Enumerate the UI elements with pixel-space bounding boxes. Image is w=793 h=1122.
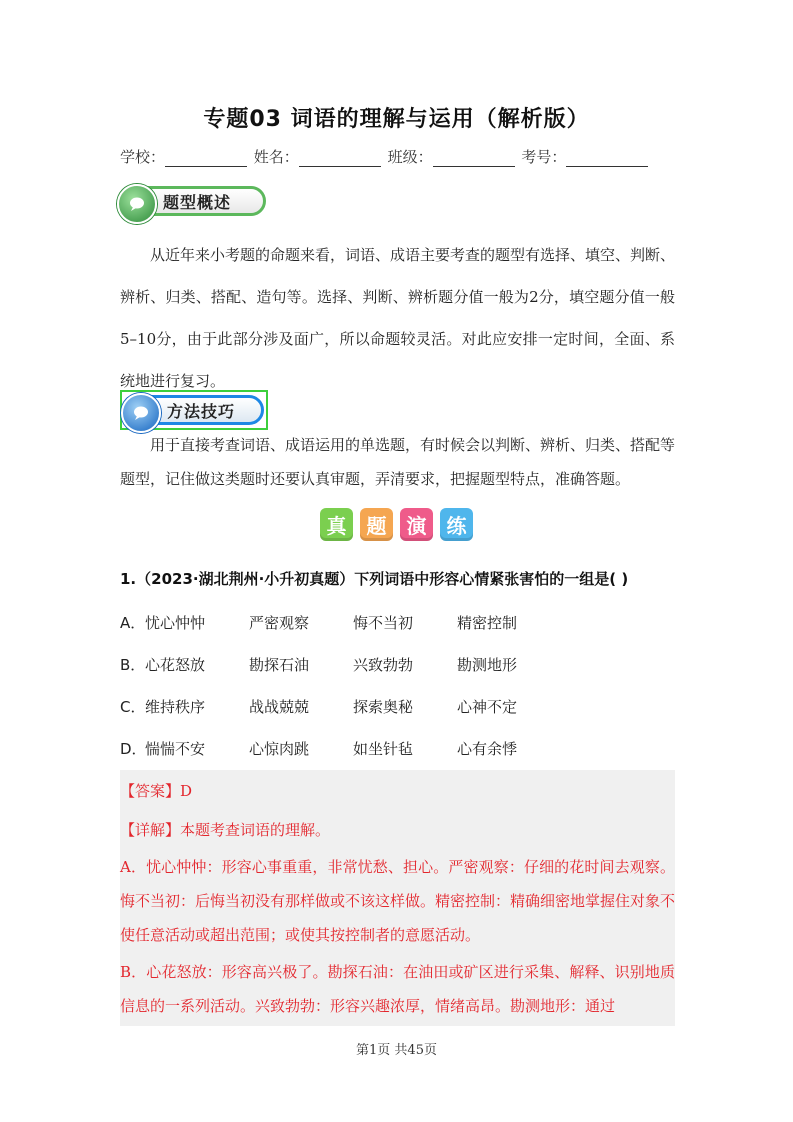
option-letter: D． <box>120 740 147 758</box>
detail-line: 【详解】本题考查词语的理解。 <box>120 821 331 839</box>
section-label: 题型概述 <box>163 192 232 212</box>
option-b[interactable] <box>120 654 561 675</box>
page-footer: 第1页 共45页 <box>356 1043 437 1058</box>
option-word: 勘探石油 <box>249 656 310 674</box>
option-word: 心有余悸 <box>457 740 518 758</box>
school-blank[interactable] <box>165 152 247 167</box>
speech-bubble-icon <box>117 184 157 224</box>
class-blank[interactable] <box>433 152 515 167</box>
option-word: 探索奥秘 <box>353 698 414 716</box>
option-word: 勘测地形 <box>457 656 518 674</box>
option-word: 精密控制 <box>457 614 518 632</box>
exam-no-blank[interactable] <box>566 152 648 167</box>
school-label: 学校： <box>120 148 166 166</box>
option-word: 忧心忡忡 <box>145 614 206 632</box>
answer-line: 【答案】D <box>120 782 193 800</box>
page-title: 专题03 词语的理解与运用（解析版） <box>203 107 590 132</box>
section-badge-overview <box>118 184 266 218</box>
option-word: 悔不当初 <box>353 614 414 632</box>
practice-tile: 演 <box>400 508 433 541</box>
option-word: 心神不定 <box>457 698 518 716</box>
practice-banner <box>0 508 793 541</box>
option-a[interactable] <box>120 612 561 633</box>
option-word: 惴惴不安 <box>145 740 206 758</box>
practice-tile: 练 <box>440 508 473 541</box>
name-label: 姓名： <box>253 148 299 166</box>
option-word: 心惊肉跳 <box>249 740 310 758</box>
option-letter: A． <box>120 614 146 632</box>
option-word: 战战兢兢 <box>249 698 310 716</box>
name-blank[interactable] <box>299 152 381 167</box>
option-word: 心花怒放 <box>145 656 206 674</box>
option-c[interactable] <box>120 696 561 717</box>
option-letter: C． <box>120 698 146 716</box>
exam-no-label: 考号： <box>521 148 567 166</box>
section-badge-method <box>122 393 264 427</box>
class-label: 班级： <box>387 148 433 166</box>
speech-bubble-icon <box>121 393 161 433</box>
option-word: 严密观察 <box>249 614 310 632</box>
overview-paragraph: 从近年来小考题的命题来看，词语、成语主要考查的题型有选择、填空、判断、辨析、归类、搭配、造句等。选择、判断、辨析题分值一般为2分，填空题分值一般5–10分，由于此部分涉及面广，所以命题较灵活。对此应安排一定时间，全面、系统地进行复习。 <box>120 246 676 390</box>
method-paragraph: 用于直接考查词语、成语运用的单选题，有时候会以判断、辨析、归类、搭配等题型，记住做这类题时还要认真审题，弄清要求，把握题型特点，准确答题。 <box>120 436 676 488</box>
option-word: 维持秩序 <box>145 698 206 716</box>
option-word: 兴致勃勃 <box>353 656 414 674</box>
student-info-line <box>120 146 650 167</box>
option-letter: B． <box>120 656 146 674</box>
explanation-a: A．忧心忡忡：形容心事重重，非常忧愁、担心。严密观察：仔细的花时间去观察。悔不当初：后悔当初没有那样做或不该这样做。精密控制：精确细密地掌握住对象不使任意活动或超出范围；或使其按控制者的意愿活动。 <box>120 858 676 944</box>
option-d[interactable] <box>120 738 561 759</box>
explanation-b: B．心花怒放：形容高兴极了。勘探石油：在油田或矿区进行采集、解释、识别地质信息的一系列活动。兴致勃勃：形容兴趣浓厚，情绪高昂。勘测地形：通过 <box>120 963 675 1015</box>
question-stem: 1.（2023·湖北荆州·小升初真题）下列词语中形容心情紧张害怕的一组是( ) <box>120 570 629 588</box>
option-word: 如坐针毡 <box>353 740 414 758</box>
practice-tile: 真 <box>320 508 353 541</box>
section-label: 方法技巧 <box>167 401 236 421</box>
practice-tile: 题 <box>360 508 393 541</box>
